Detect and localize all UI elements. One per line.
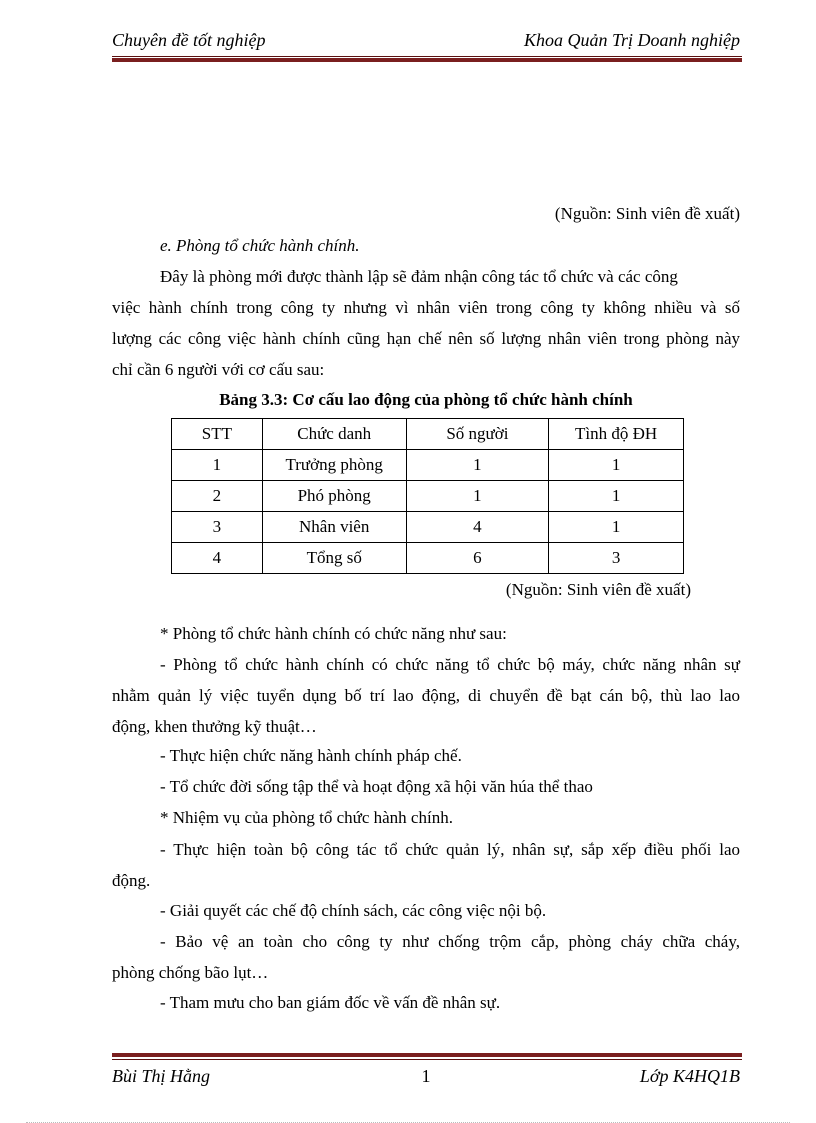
table-row bbox=[172, 543, 684, 574]
table-header-row bbox=[172, 419, 684, 450]
intro-line: việc hành chính trong công ty nhưng vì nhân viên trong công ty không nhiều và số bbox=[112, 298, 740, 317]
table-row bbox=[172, 450, 684, 481]
table-header-cell: STT bbox=[172, 419, 263, 450]
table-header-cell: Tình độ ĐH bbox=[549, 419, 684, 450]
page-header bbox=[112, 30, 740, 56]
table-cell: 1 bbox=[406, 450, 549, 481]
footer-rule-thick bbox=[112, 1053, 742, 1057]
table-cell: Tổng số bbox=[262, 543, 406, 574]
functions-line: - Phòng tổ chức hành chính có chức năng tổ chức bộ máy, chức năng nhân sự bbox=[160, 655, 740, 674]
functions-line: - Thực hiện chức năng hành chính pháp chế. bbox=[160, 746, 462, 765]
functions-line: động, khen thưởng kỹ thuật… bbox=[112, 717, 317, 736]
table-cell: 1 bbox=[406, 481, 549, 512]
table-title: Bảng 3.3: Cơ cấu lao động của phòng tổ chức hành chính bbox=[219, 390, 633, 409]
table-cell: 1 bbox=[549, 450, 684, 481]
duties-line: phòng chống bão lụt… bbox=[112, 963, 269, 982]
table-cell: 4 bbox=[406, 512, 549, 543]
table-cell: 1 bbox=[549, 512, 684, 543]
intro-line: Đây là phòng mới được thành lập sẽ đảm nhận công tác tổ chức và các công bbox=[160, 267, 678, 286]
table-cell: 3 bbox=[549, 543, 684, 574]
table-cell: 4 bbox=[172, 543, 263, 574]
table-source-note: (Nguồn: Sinh viên đề xuất) bbox=[505, 580, 691, 599]
duties-line: - Tham mưu cho ban giám đốc về vấn đề nhân sự. bbox=[160, 993, 501, 1012]
functions-line: - Tổ chức đời sống tập thể và hoạt động xã hội văn húa thể thao bbox=[160, 777, 593, 796]
header-right: Khoa Quản Trị Doanh nghiệp bbox=[523, 30, 740, 50]
header-rule-thin bbox=[112, 56, 742, 57]
duties-line: - Bảo vệ an toàn cho công ty như chống trộm cắp, phòng cháy chữa cháy, bbox=[160, 932, 740, 951]
table-header-cell: Chức danh bbox=[262, 419, 406, 450]
table-cell: 1 bbox=[549, 481, 684, 512]
page-footer bbox=[112, 1066, 740, 1092]
table-row bbox=[172, 481, 684, 512]
table-cell: 1 bbox=[172, 450, 263, 481]
footer-class: Lớp K4HQ1B bbox=[639, 1066, 740, 1086]
table-cell: Trưởng phòng bbox=[262, 450, 406, 481]
table-cell: 2 bbox=[172, 481, 263, 512]
table-cell: 3 bbox=[172, 512, 263, 543]
table-cell: 6 bbox=[406, 543, 549, 574]
intro-line: chỉ cần 6 người với cơ cấu sau: bbox=[112, 360, 325, 379]
staff-table bbox=[171, 418, 684, 574]
footer-author: Bùi Thị Hằng bbox=[112, 1066, 211, 1086]
duties-line: - Thực hiện toàn bộ công tác tổ chức quản lý, nhân sự, sắp xếp điều phối lao bbox=[160, 840, 740, 859]
page-number: 1 bbox=[421, 1066, 431, 1086]
duties-line: - Giải quyết các chế độ chính sách, các công việc nội bộ. bbox=[160, 901, 547, 920]
section-heading: e. Phòng tổ chức hành chính. bbox=[160, 236, 360, 255]
duties-heading: * Nhiệm vụ của phòng tổ chức hành chính. bbox=[160, 808, 453, 827]
table-header-cell: Số người bbox=[406, 419, 549, 450]
table-cell: Nhân viên bbox=[262, 512, 406, 543]
table-row bbox=[172, 512, 684, 543]
table-cell: Phó phòng bbox=[262, 481, 406, 512]
source-note-top: (Nguồn: Sinh viên đề xuất) bbox=[554, 204, 740, 223]
functions-line: nhằm quản lý việc tuyển dụng bố trí lao động, di chuyển đề bạt cán bộ, thù lao lao bbox=[112, 686, 740, 705]
footer-rule-thin bbox=[112, 1059, 742, 1060]
header-left: Chuyên đề tốt nghiệp bbox=[112, 30, 266, 50]
functions-heading: * Phòng tổ chức hành chính có chức năng như sau: bbox=[160, 624, 507, 643]
header-rule-thick bbox=[112, 58, 742, 62]
intro-line: lượng các công việc hành chính cũng hạn chế nên số lượng nhân viên trong phòng này bbox=[112, 329, 740, 348]
duties-line: động. bbox=[112, 871, 151, 890]
